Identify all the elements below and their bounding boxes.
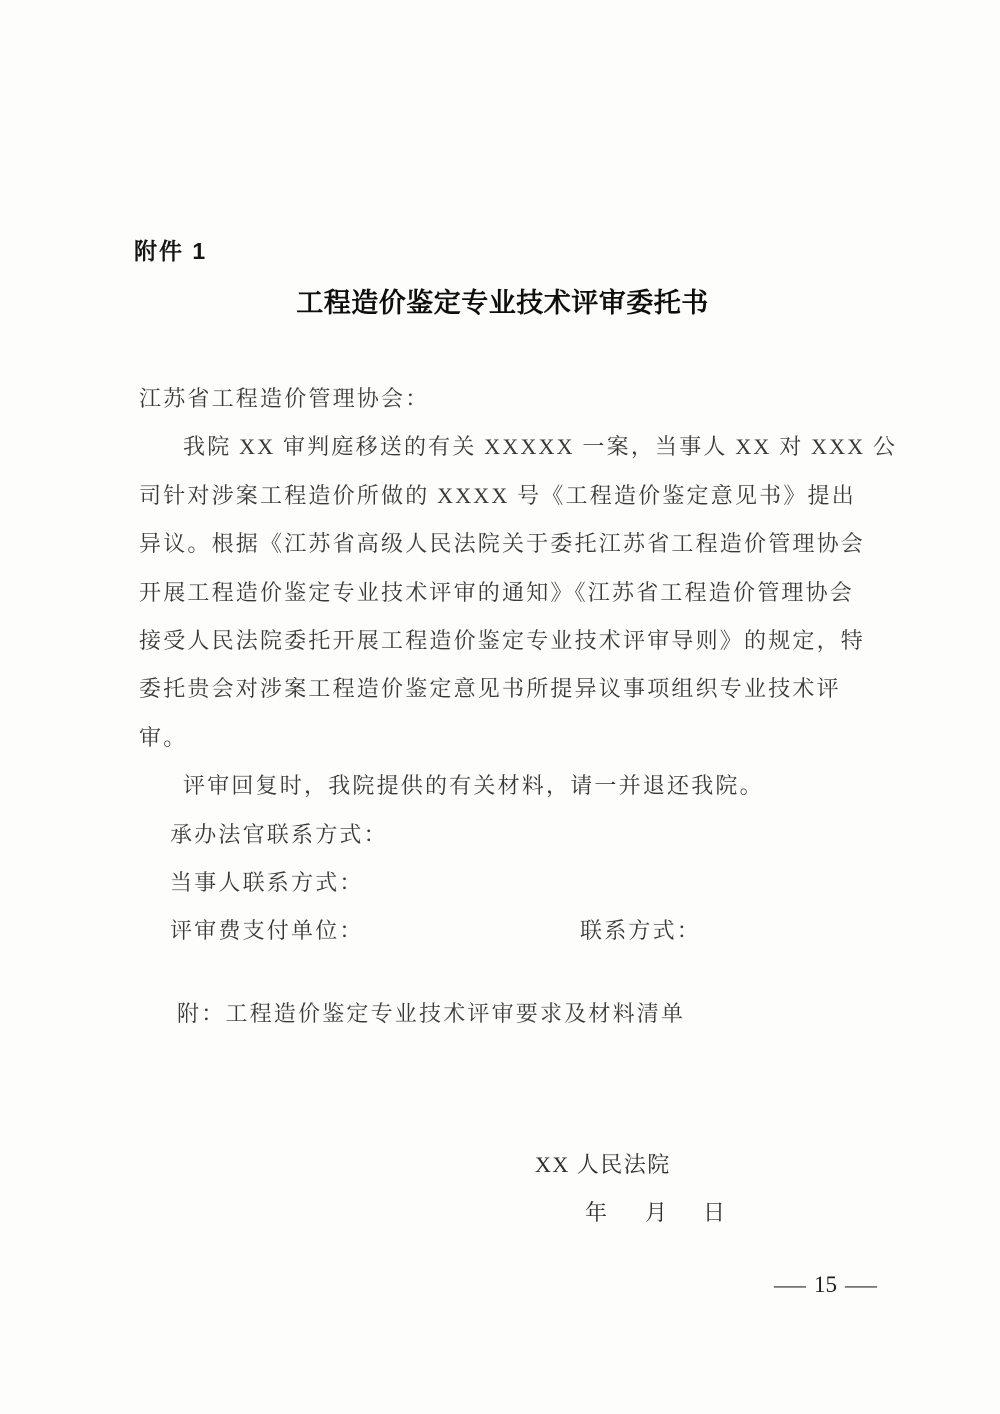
signature-court: XX 人民法院 xyxy=(535,1152,671,1177)
paragraph1-line-2: 司针对涉案工程造价所做的 XXXX 号《工程造价鉴定意见书》提出 xyxy=(139,482,856,508)
date-month-label: 月 xyxy=(645,1200,670,1225)
page-number xyxy=(774,1272,877,1298)
paragraph1-line-1: 我院 XX 审判庭移送的有关 XXXXX 一案，当事人 XX 对 XXX 公 xyxy=(183,434,898,460)
document-body xyxy=(139,375,898,956)
contact-party-label: 当事人联系方式： xyxy=(170,870,364,896)
signature-date-line xyxy=(585,1198,727,1228)
attachment-label: 附件 1 xyxy=(134,238,208,264)
page-number-value: 15 xyxy=(814,1272,837,1297)
date-day-label: 日 xyxy=(703,1200,728,1225)
document-title: 工程造价鉴定专业技术评审委托书 xyxy=(296,288,709,318)
salutation: 江苏省工程造价管理协会： xyxy=(139,386,430,411)
fee-line xyxy=(139,907,866,955)
paragraph2: 评审回复时，我院提供的有关材料，请一并退还我院。 xyxy=(183,773,764,799)
contact-judge-label: 承办法官联系方式： xyxy=(170,821,388,847)
paragraph1-line-5: 接受人民法院委托开展工程造价鉴定专业技术评审导则》的规定，特 xyxy=(139,628,866,654)
page-number-dash-left: — xyxy=(774,1272,806,1297)
fee-payer-label: 评审费支付单位： xyxy=(170,918,364,944)
paragraph1-line-3: 异议。根据《江苏省高级人民法院关于委托江苏省工程造价管理协会 xyxy=(139,531,866,557)
paragraph1-line-7: 审。 xyxy=(139,724,188,750)
document-content xyxy=(134,0,898,1414)
date-year-label: 年 xyxy=(585,1200,610,1225)
attachment-note: 附：工程造价鉴定专业技术评审要求及材料清单 xyxy=(177,1001,686,1026)
paragraph1-line-6: 委托贵会对涉案工程造价鉴定意见书所提异议事项组织专业技术评 xyxy=(139,676,841,702)
paragraph1-line-4: 开展工程造价鉴定专业技术评审的通知》《江苏省工程造价管理协会 xyxy=(139,579,855,605)
fee-contact-label: 联系方式： xyxy=(580,918,702,944)
page-number-dash-right: — xyxy=(845,1272,877,1297)
